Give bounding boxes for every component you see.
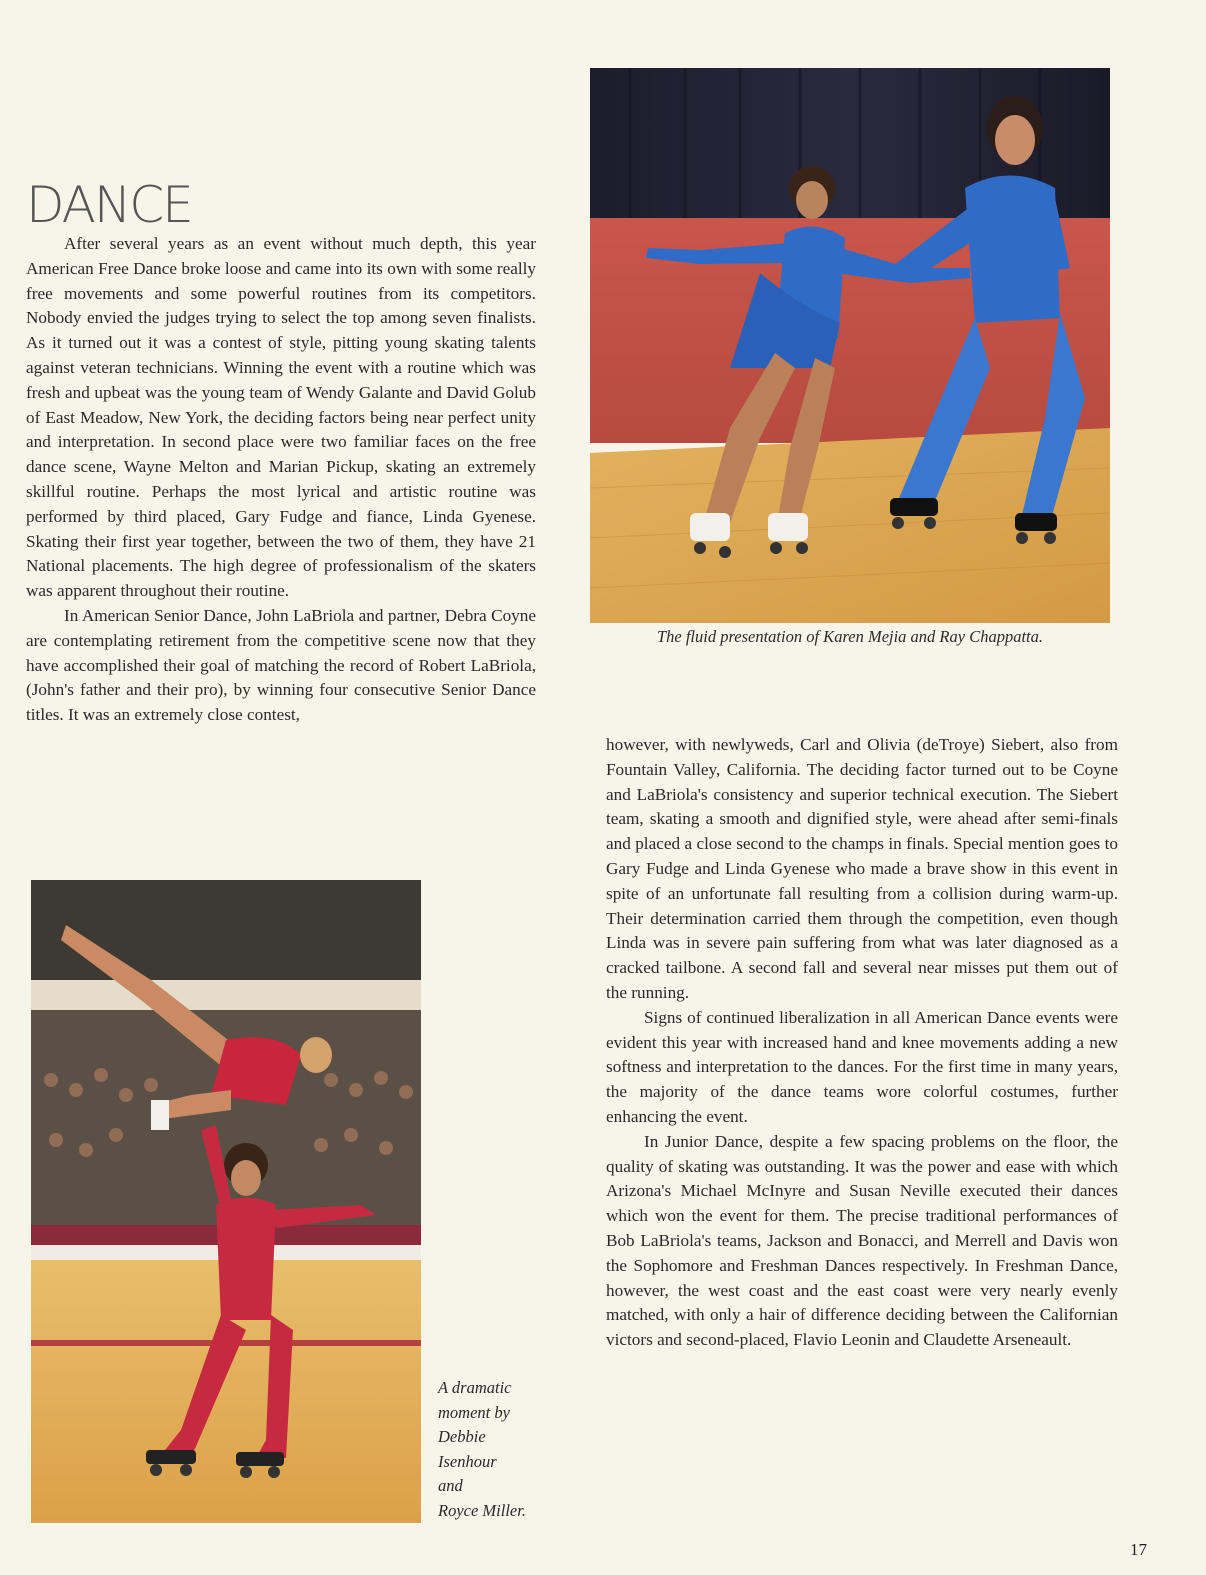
photo-karen-mejia-ray-chappatta	[590, 68, 1110, 623]
paragraph: however, with newlyweds, Carl and Olivia (deTroye) Siebert, also from Fountain Valley, California. The deciding factor turned out to be Coyne and LaBriola's consistency and superior technical execution. The Siebert team, skating a smooth and dignified style, were ahead after semi-finals and placed a close second to the champs in finals. Special mention goes to Gary Fudge and Linda Gyenese who made a brave show in this event in spite of an unfortunate fall resulting from a collision during warm-up. Their determination carried them through the competition, even though Linda was in severe pain suffering from what was later diagnosed as a cracked tailbone. A second fall and several near misses put them out of the running.	[606, 735, 1118, 1002]
page-title: DANCE	[26, 176, 192, 234]
photo-caption-top: The fluid presentation of Karen Mejia and Ray Chappatta.	[656, 627, 1044, 646]
caption-line: and	[438, 1476, 463, 1495]
paragraph: After several years as an event without much depth, this year American Free Dance broke loose and came into its own with some really free movements and some powerful routines from its competitors. Nobody envied the judges trying to select the top among seven finalists. As it turned out it was a contest of style, pitting young skating talents against veteran technicians. Winning the event with a routine which was fresh and upbeat was the young team of Wendy Galante and David Golub of East Meadow, New York, the deciding factors being near perfect unity and interpretation. In second place were two familiar faces on the free dance scene, Wayne Melton and Marian Pickup, skating an extremely skillful routine. Perhaps the most lyrical and artistic routine was performed by third placed, Gary Fudge and fiance, Linda Gyenese. Skating their first year together, between the two of them, they have 21 National placements. The high degree of professionalism of the skaters was apparent throughout their routine.	[26, 234, 536, 601]
page-number: 17	[1130, 1540, 1147, 1559]
caption-line: Royce Miller.	[438, 1500, 526, 1520]
article-column-left	[26, 232, 536, 728]
paragraph: In American Senior Dance, John LaBriola and partner, Debra Coyne are contemplating retirement from the competitive scene now that they have accomplished their goal of matching the record of Robert LaBriola, (John's father and their pro), by winning four consecutive Senior Dance titles. It was an extremely close contest,	[26, 605, 536, 725]
photo-debbie-isenhour-royce-miller	[31, 880, 421, 1523]
caption-line: moment by	[438, 1402, 510, 1422]
caption-line: A dramatic	[438, 1378, 512, 1397]
caption-line: Debbie	[438, 1427, 486, 1446]
photo-caption-bottom	[438, 1376, 568, 1523]
article-column-right	[606, 733, 1118, 1353]
caption-line: Isenhour	[438, 1451, 497, 1471]
paragraph: Signs of continued liberalization in all American Dance events were evident this year with increased hand and knee movements adding a new softness and interpretation to the dances. For the first time in many years, the majority of the dance teams wore colorful costumes, further enhancing the event.	[606, 1007, 1118, 1126]
paragraph: In Junior Dance, despite a few spacing problems on the floor, the quality of skating was outstanding. It was the power and ease with which Arizona's Michael McInyre and Susan Neville executed their dances which won the event for them. The precise traditional performances of Bob LaBriola's teams, Jackson and Bonacci, and Merrell and Davis won the Sophomore and Freshman Dances respectively. In Freshman Dance, however, the west coast and the east coast were very nearly evenly matched, with only a hair of difference deciding between the Californian victors and second-placed, Flavio Leonin and Claudette Arseneault.	[606, 1131, 1118, 1350]
